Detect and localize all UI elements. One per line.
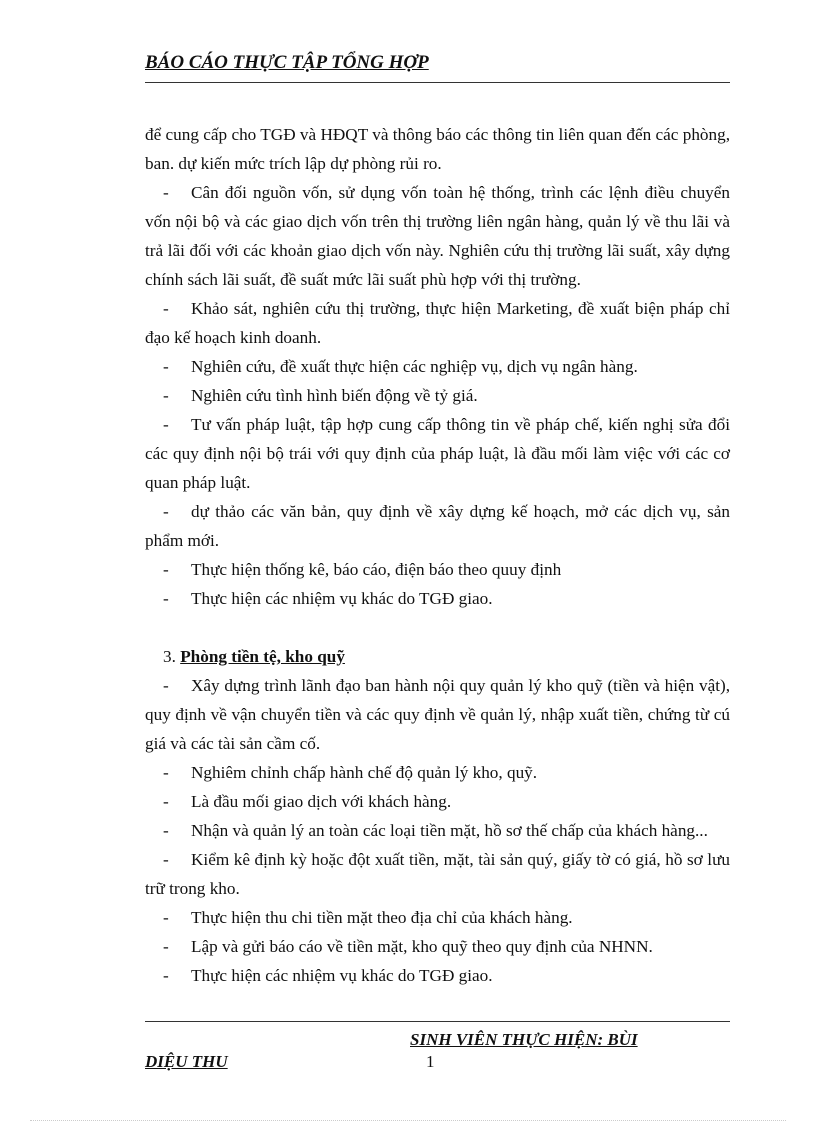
list-item bbox=[145, 845, 730, 903]
list-item bbox=[145, 671, 730, 758]
bullet-marker: - bbox=[163, 415, 169, 434]
list-item bbox=[145, 816, 730, 845]
list-item bbox=[145, 787, 730, 816]
list-item bbox=[145, 294, 730, 352]
bullet-marker: - bbox=[163, 589, 169, 608]
bullet-marker: - bbox=[163, 183, 169, 202]
list-item-text: Nghiên cứu tình hình biến động về tỷ giá. bbox=[191, 386, 478, 405]
section-heading bbox=[145, 642, 730, 671]
bullet-marker: - bbox=[163, 357, 169, 376]
bullet-marker: - bbox=[163, 792, 169, 811]
page-number: 1 bbox=[426, 1052, 435, 1071]
list-item-text: Nghiên cứu, đề xuất thực hiện các nghiệp vụ, dịch vụ ngân hàng. bbox=[191, 357, 638, 376]
header-rule bbox=[145, 82, 730, 83]
footer-student-name: DIỆU THU bbox=[145, 1052, 228, 1071]
list-item-text: Là đầu mối giao dịch với khách hàng. bbox=[191, 792, 452, 811]
list-item bbox=[145, 381, 730, 410]
section-title: Phòng tiền tệ, kho quỹ bbox=[180, 647, 345, 666]
section-number: 3. bbox=[163, 647, 176, 666]
bullet-marker: - bbox=[163, 966, 169, 985]
list-item-text: Nhận và quản lý an toàn các loại tiền mặt, hồ sơ thế chấp của khách hàng... bbox=[191, 821, 708, 840]
list-item-text: Cân đối nguồn vốn, sử dụng vốn toàn hệ thống, trình các lệnh điều chuyển vốn nội bộ và các giao dịch vốn trên thị trường liên ngân hàng, quản lý về thu lãi và trả lãi đối với các khoản giao dịch vốn này. Nghiên cứu thị trường lãi suất, xây dựng chính sách lãi suất, đề suất mức lãi suất phù hợp với thị trường. bbox=[145, 183, 730, 289]
list-item-text: Thực hiện thu chi tiền mặt theo địa chỉ của khách hàng. bbox=[191, 908, 573, 927]
bullet-marker: - bbox=[163, 386, 169, 405]
list-item bbox=[145, 758, 730, 787]
list-item-text: Xây dựng trình lãnh đạo ban hành nội quy quản lý kho quỹ (tiền và hiện vật), quy định về vận chuyển tiền và các quy định về quản lý, nhập xuất tiền, chứng từ cú giá và các tài sản cầm cố. bbox=[145, 676, 730, 753]
page-header-title: BÁO CÁO THỰC TẬP TỔNG HỢP bbox=[145, 52, 429, 73]
footer-rule bbox=[145, 1021, 730, 1022]
list-item-text: Thực hiện thống kê, báo cáo, điện báo theo quuy định bbox=[191, 560, 562, 579]
footer-student-label: SINH VIÊN THỰC HIỆN: BÙI bbox=[410, 1030, 638, 1049]
bullet-marker: - bbox=[163, 850, 169, 869]
list-item-text: Thực hiện các nhiệm vụ khác do TGĐ giao. bbox=[191, 966, 493, 985]
list-item-text: Thực hiện các nhiệm vụ khác do TGĐ giao. bbox=[191, 589, 493, 608]
list-item-text: Khảo sát, nghiên cứu thị trường, thực hiện Marketing, đề xuất biện pháp chỉ đạo kế hoạch kinh doanh. bbox=[145, 299, 730, 347]
list-item-text: Tư vấn pháp luật, tập hợp cung cấp thông tin về pháp chế, kiến nghị sửa đổi các quy định nội bộ trái với quy định của pháp luật, là đầu mối làm việc với các cơ quan pháp luật. bbox=[145, 415, 730, 492]
list-item-text: Kiểm kê định kỳ hoặc đột xuất tiền, mặt, tài sản quý, giấy tờ có giá, hồ sơ lưu trữ trong kho. bbox=[145, 850, 730, 898]
list-item-text: Nghiêm chỉnh chấp hành chế độ quản lý kho, quỹ. bbox=[191, 763, 538, 782]
page-bottom-border bbox=[30, 1120, 786, 1121]
list-item bbox=[145, 903, 730, 932]
list-item bbox=[145, 932, 730, 961]
list-item bbox=[145, 555, 730, 584]
bullet-marker: - bbox=[163, 937, 169, 956]
bullet-marker: - bbox=[163, 763, 169, 782]
bullet-marker: - bbox=[163, 502, 169, 521]
list-item bbox=[145, 584, 730, 613]
list-item bbox=[145, 352, 730, 381]
list-item-text: Lập và gửi báo cáo về tiền mặt, kho quỹ theo quy định của NHNN. bbox=[191, 937, 653, 956]
bullet-marker: - bbox=[163, 560, 169, 579]
bullet-marker: - bbox=[163, 299, 169, 318]
list-item-text: dự thảo các văn bản, quy định về xây dựng kế hoạch, mở các dịch vụ, sản phẩm mới. bbox=[145, 502, 730, 550]
bullet-marker: - bbox=[163, 821, 169, 840]
page-body bbox=[145, 120, 730, 990]
bullet-marker: - bbox=[163, 676, 169, 695]
list-item bbox=[145, 410, 730, 497]
list-item bbox=[145, 178, 730, 294]
list-item bbox=[145, 961, 730, 990]
intro-paragraph: để cung cấp cho TGĐ và HĐQT và thông báo các thông tin liên quan đến các phòng, ban. dự kiến mức trích lập dự phòng rủi ro. bbox=[145, 125, 730, 173]
bullet-marker: - bbox=[163, 908, 169, 927]
list-item bbox=[145, 497, 730, 555]
